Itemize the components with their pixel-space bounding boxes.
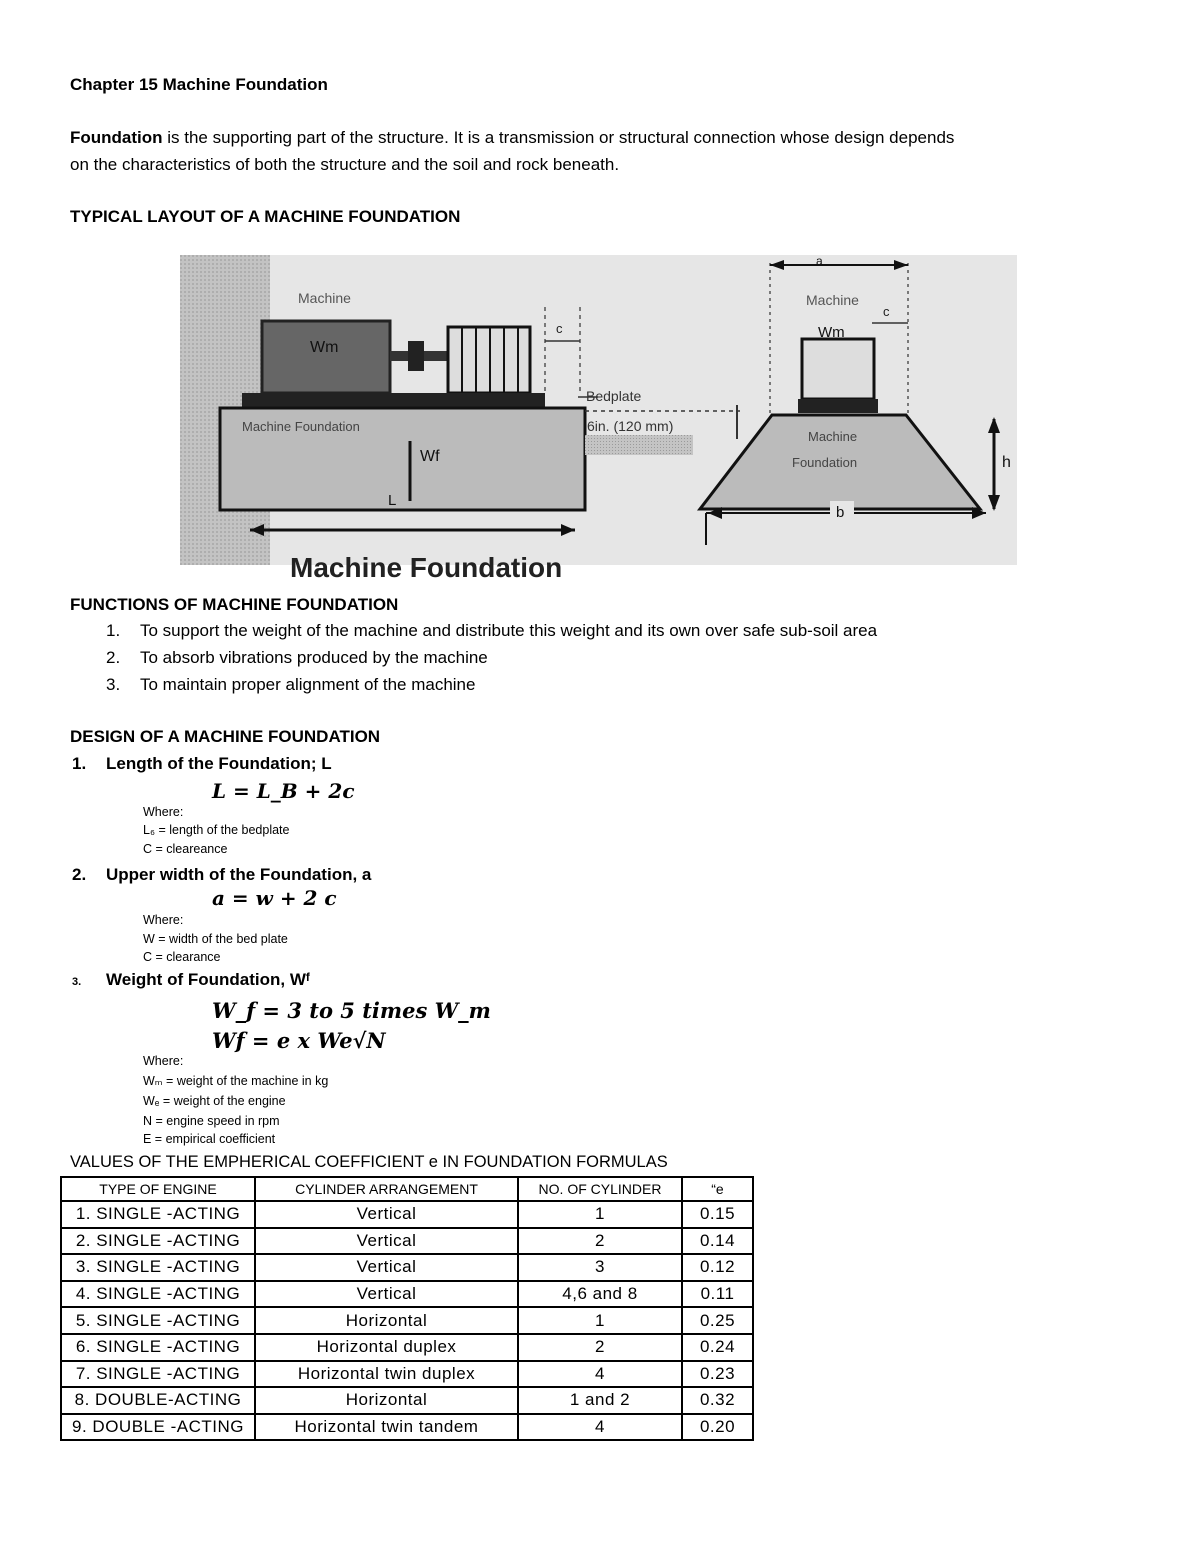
- cell-coefficient: 0.25: [682, 1307, 753, 1334]
- design-title-3: Weight of Foundation, Wᶠ: [106, 970, 310, 989]
- bedplate-right: [798, 399, 878, 413]
- cell-arrangement: Horizontal twin tandem: [255, 1414, 518, 1441]
- design-num-1: 1.: [72, 754, 87, 773]
- table-header-row: [61, 1177, 753, 1201]
- cell-coefficient: 0.23: [682, 1361, 753, 1388]
- design-item-2: [72, 865, 371, 885]
- cell-coefficient: 0.11: [682, 1281, 753, 1308]
- cell-cylinders: 4: [518, 1361, 682, 1388]
- functions-heading: FUNCTIONS OF MACHINE FOUNDATION: [70, 595, 399, 614]
- function-num-3: 3.: [106, 675, 121, 694]
- coupling: [408, 341, 424, 371]
- coefficient-table: [60, 1176, 754, 1441]
- function-text-1: To support the weight of the machine and distribute this weight and its own over safe sub-soil area: [140, 621, 878, 640]
- cell-cylinders: 1 and 2: [518, 1387, 682, 1414]
- cell-arrangement: Vertical: [255, 1281, 518, 1308]
- cell-engine: 5. SINGLE -ACTING: [61, 1307, 255, 1334]
- ground-hatch: [585, 435, 693, 455]
- table-row: [61, 1254, 753, 1281]
- design-item-3: [72, 970, 310, 990]
- table-row: [61, 1228, 753, 1255]
- cell-engine: 6. SINGLE -ACTING: [61, 1334, 255, 1361]
- def-3-2: Wₑ = weight of the engine: [143, 1094, 286, 1108]
- diagram-wm-right: Wm: [818, 324, 845, 341]
- cell-cylinders: 1: [518, 1307, 682, 1334]
- page-title: Chapter 15 Machine Foundation: [70, 75, 328, 94]
- function-item-3: [106, 675, 475, 695]
- design-num-2: 2.: [72, 865, 87, 884]
- bedplate-left: [242, 393, 545, 407]
- cell-coefficient: 0.24: [682, 1334, 753, 1361]
- cell-cylinders: 2: [518, 1334, 682, 1361]
- def-3-4: E = empirical coefficient: [143, 1132, 276, 1146]
- header-cylinder-arrangement: CYLINDER ARRANGEMENT: [255, 1177, 518, 1201]
- cell-arrangement: Vertical: [255, 1254, 518, 1281]
- cell-arrangement: Horizontal duplex: [255, 1334, 518, 1361]
- machine-foundation-diagram: [180, 254, 1017, 583]
- function-item-1: [106, 621, 877, 641]
- diagram-foundation-right-2: Foundation: [792, 455, 858, 470]
- diagram-wm-left: Wm: [310, 339, 339, 356]
- table-row: [61, 1414, 753, 1441]
- function-num-1: 1.: [106, 621, 121, 640]
- cell-cylinders: 3: [518, 1254, 682, 1281]
- def-3-1: Wₘ = weight of the machine in kg: [143, 1074, 329, 1088]
- design-title-2: Upper width of the Foundation, a: [106, 865, 372, 884]
- diagram-a-label: a: [816, 254, 823, 268]
- diagram-bottom-caption: Machine Foundation: [290, 552, 563, 583]
- cell-coefficient: 0.15: [682, 1201, 753, 1228]
- diagram-foundation-right-1: Machine: [808, 429, 858, 444]
- def-1-2: C = cleareance: [143, 842, 228, 856]
- table-row: [61, 1387, 753, 1414]
- machine-block-left: [262, 321, 390, 393]
- cell-cylinders: 1: [518, 1201, 682, 1228]
- function-num-2: 2.: [106, 648, 121, 667]
- table-row: [61, 1281, 753, 1308]
- diagram-machine-label-right: Machine: [806, 292, 859, 308]
- cell-cylinders: 4: [518, 1414, 682, 1441]
- formula-length: L = L_B + 2c: [212, 779, 355, 803]
- header-cylinder-count: NO. OF CYLINDER: [518, 1177, 682, 1201]
- diagram-c-right: c: [883, 304, 890, 319]
- cell-engine: 1. SINGLE -ACTING: [61, 1201, 255, 1228]
- formula-weight-2: Wf = e x We√N: [212, 1028, 386, 1053]
- cell-arrangement: Vertical: [255, 1228, 518, 1255]
- cell-arrangement: Horizontal: [255, 1387, 518, 1414]
- design-heading: DESIGN OF A MACHINE FOUNDATION: [70, 727, 381, 746]
- cell-arrangement: Horizontal twin duplex: [255, 1361, 518, 1388]
- table-row: [61, 1307, 753, 1334]
- table-row: [61, 1361, 753, 1388]
- diagram-c-left: c: [556, 321, 563, 336]
- formula-width: a = w + 2 c: [212, 886, 337, 910]
- design-item-1: [72, 754, 332, 774]
- machine-block-right: [802, 339, 874, 399]
- design-title-1: Length of the Foundation; L: [106, 754, 332, 773]
- def-3-3: N = engine speed in rpm: [143, 1114, 280, 1128]
- function-text-3: To maintain proper alignment of the machine: [140, 675, 476, 694]
- cell-cylinders: 2: [518, 1228, 682, 1255]
- diagram-h-label: h: [1002, 454, 1011, 471]
- cell-cylinders: 4,6 and 8: [518, 1281, 682, 1308]
- table-row: [61, 1334, 753, 1361]
- intro-line-2: on the characteristics of both the structure and the soil and rock beneath.: [70, 155, 620, 174]
- cell-engine: 4. SINGLE -ACTING: [61, 1281, 255, 1308]
- layout-heading: TYPICAL LAYOUT OF A MACHINE FOUNDATION: [70, 207, 461, 226]
- where-3: Where:: [143, 1054, 184, 1068]
- intro-term: Foundation: [70, 128, 163, 147]
- cell-arrangement: Horizontal: [255, 1307, 518, 1334]
- def-2-1: W = width of the bed plate: [143, 932, 288, 946]
- header-engine-type: TYPE OF ENGINE: [61, 1177, 255, 1201]
- diagram-depth-label: 6in. (120 mm): [587, 418, 674, 434]
- diagram-foundation-label: Machine Foundation: [242, 419, 360, 434]
- table-caption: VALUES OF THE EMPHERICAL COEFFICIENT e IN FOUNDATION FORMULAS: [70, 1153, 668, 1171]
- where-2: Where:: [143, 913, 184, 927]
- diagram-machine-label-left: Machine: [298, 290, 351, 306]
- header-coefficient: “e: [682, 1177, 753, 1201]
- diagram-b-label: b: [836, 504, 845, 521]
- cell-coefficient: 0.12: [682, 1254, 753, 1281]
- where-1: Where:: [143, 805, 184, 819]
- function-item-2: [106, 648, 488, 668]
- table-row: [61, 1201, 753, 1228]
- cell-coefficient: 0.20: [682, 1414, 753, 1441]
- def-1-1: L₆ = length of the bedplate: [143, 823, 290, 837]
- formula-weight-1: W_f = 3 to 5 times W_m: [212, 998, 491, 1023]
- cell-engine: 2. SINGLE -ACTING: [61, 1228, 255, 1255]
- diagram-l-label: L: [388, 492, 397, 509]
- cell-engine: 7. SINGLE -ACTING: [61, 1361, 255, 1388]
- cell-coefficient: 0.32: [682, 1387, 753, 1414]
- design-num-3: 3.: [72, 976, 82, 988]
- diagram-bedplate-label: Bedplate: [586, 388, 642, 404]
- cell-coefficient: 0.14: [682, 1228, 753, 1255]
- cell-engine: 3. SINGLE -ACTING: [61, 1254, 255, 1281]
- cell-engine: 9. DOUBLE -ACTING: [61, 1414, 255, 1441]
- intro-line-1: [70, 128, 954, 148]
- cell-arrangement: Vertical: [255, 1201, 518, 1228]
- diagram-wf-label: Wf: [420, 448, 440, 465]
- function-text-2: To absorb vibrations produced by the machine: [140, 648, 488, 667]
- cell-engine: 8. DOUBLE-ACTING: [61, 1387, 255, 1414]
- def-2-2: C = clearance: [143, 950, 221, 964]
- intro-text-1: is the supporting part of the structure. It is a transmission or structural connection whose design depends: [162, 128, 955, 147]
